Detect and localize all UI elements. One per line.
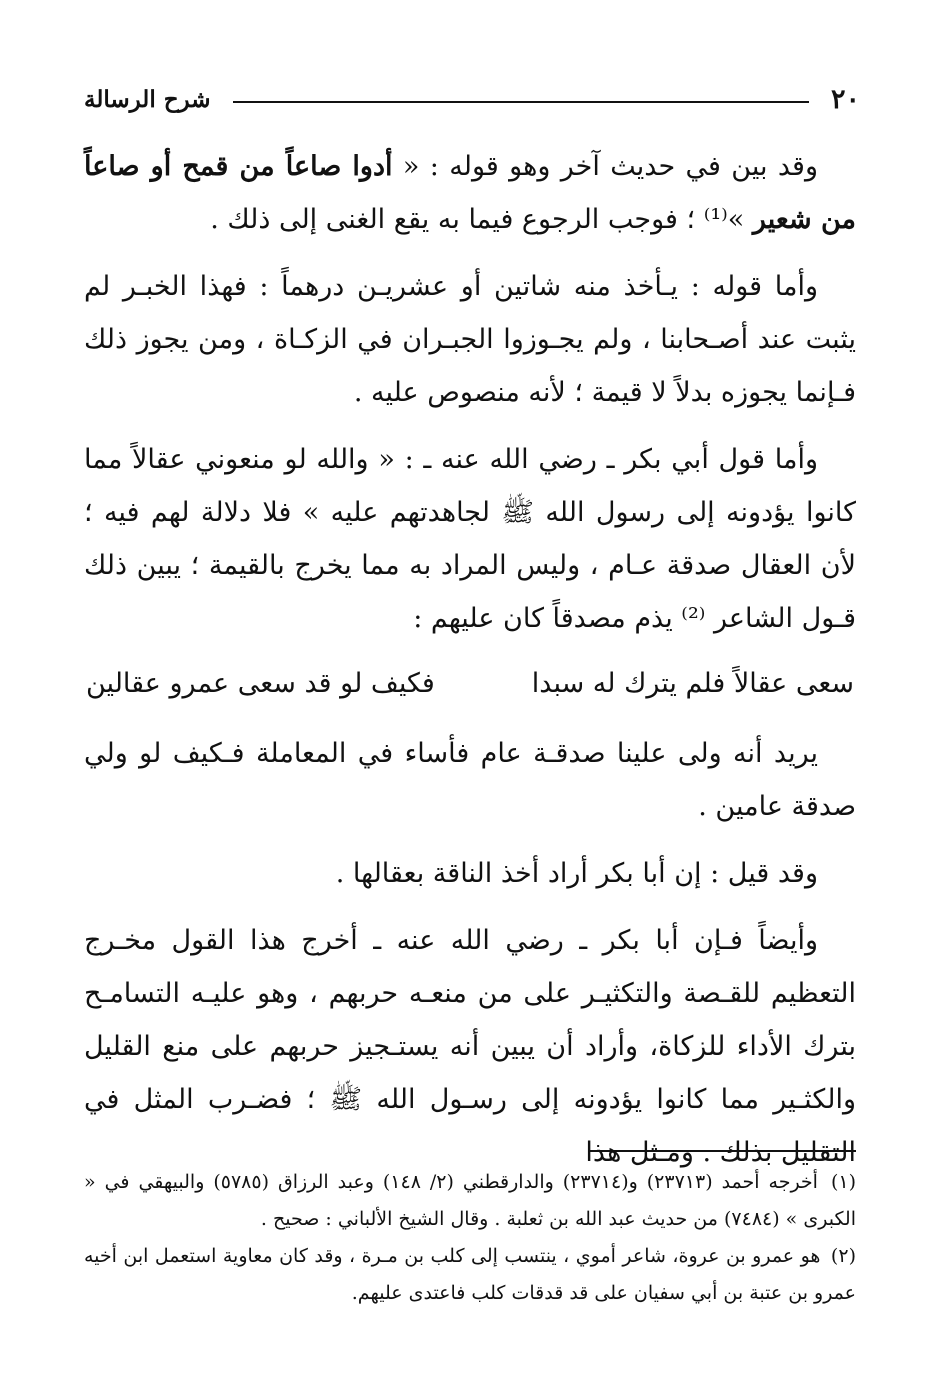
footnote-1-mark: (١)	[830, 1171, 856, 1193]
footnote-1-text: أخرجه أحمد (٢٣٧١٣) و(٢٣٧١٤) والدارقطني (٢/ ١٤٨) وعبد الرزاق (٥٧٨٥) والبيهقي في « الكبرى » (٧٤٨٤) من حديث عبد الله بن ثعلبة . وقال الشيخ الألباني : صحيح .	[84, 1171, 856, 1230]
footnote-2	[84, 1238, 856, 1312]
footnote-2-text: هو عمرو بن عروة، شاعر أموي ، ينتسب إلى كلب بن مـرة ، وقد كان معاوية استعمل ابن أخيه عمرو بن عتبة بن أبي سفيان على قد قدقات كلب فاعتدى عليهم.	[84, 1245, 856, 1304]
page-header	[84, 82, 860, 116]
paragraph-4: يريد أنه ولى علينا صدقـة عام فأساء في المعاملة فـكيف لو ولي صدقة عامين .	[84, 738, 856, 822]
paragraph-3: وأما قول أبي بكر ـ رضي الله عنه ـ : « والله لو منعوني عقالاً مما كانوا يؤدونه إلى رسول الله ﷺ لجاهدتهم عليه » فلا دلالة لهم فيه ؛ لأن العقال صدقة عـام ، وليس المراد به مما يخرج بالقيمة ؛ يبين ذلك قـول الشاعر ⁽²⁾ يذم مصدقاً كان عليهم :	[84, 444, 856, 634]
running-title: شرح الرسالة	[84, 85, 211, 113]
paragraph-1-before: وقد بين في حديث آخر وهو قوله : «	[392, 151, 819, 182]
footnotes	[84, 1164, 856, 1312]
paragraph-1	[84, 140, 856, 246]
verse-second-hemistich: فكيف لو قد سعى عمرو عقالين	[86, 668, 435, 699]
footnote-separator	[588, 1150, 856, 1152]
paragraph-5: وقد قيل : إن أبا بكر أراد أخذ الناقة بعقالها .	[335, 858, 818, 889]
main-text	[84, 140, 856, 1193]
verse-first-hemistich: سعى عقالاً فلم يترك له سبدا	[531, 668, 854, 699]
footnote-2-mark: (٢)	[830, 1245, 856, 1267]
header-rule	[233, 101, 809, 103]
paragraph-2: وأما قوله : يـأخذ منه شاتين أو عشريـن درهماً : فهذا الخبـر لم يثبت عند أصـحابنا ، ولم يجـوزوا الجبـران في الزكـاة ، ومن يجوز ذلك فـإنما يجوزه بدلاً لا قيمة ؛ لأنه منصوص عليه .	[84, 271, 856, 408]
paragraph-6: وأيضاً فـإن أبا بكر ـ رضي الله عنه ـ أخرج هذا القول مخـرج التعظيم للقـصة والتكثيـر على من منعـه حربهم ، وهو عليـه التسامـح بترك الأداء للزكاة، وأراد أن يبين أنه يستـجيز حربهم على منع القليل والكثـير مما كانوا يؤدونه إلى رسـول الله ﷺ ؛ فضـرب المثل في التقليل بذلك . ومـثل هذا	[84, 925, 856, 1168]
paragraph-1-after: »⁽¹⁾ ؛ فوجب الرجوع فيما به يقع الغنى إلى ذلك .	[210, 204, 753, 235]
footnote-1	[84, 1164, 856, 1238]
page-number: ٢٠	[830, 83, 860, 115]
poetry-verse	[84, 659, 856, 709]
hadith-quote: أدوا صاعاً من قمح أو صاعاً من شعير	[84, 151, 856, 235]
